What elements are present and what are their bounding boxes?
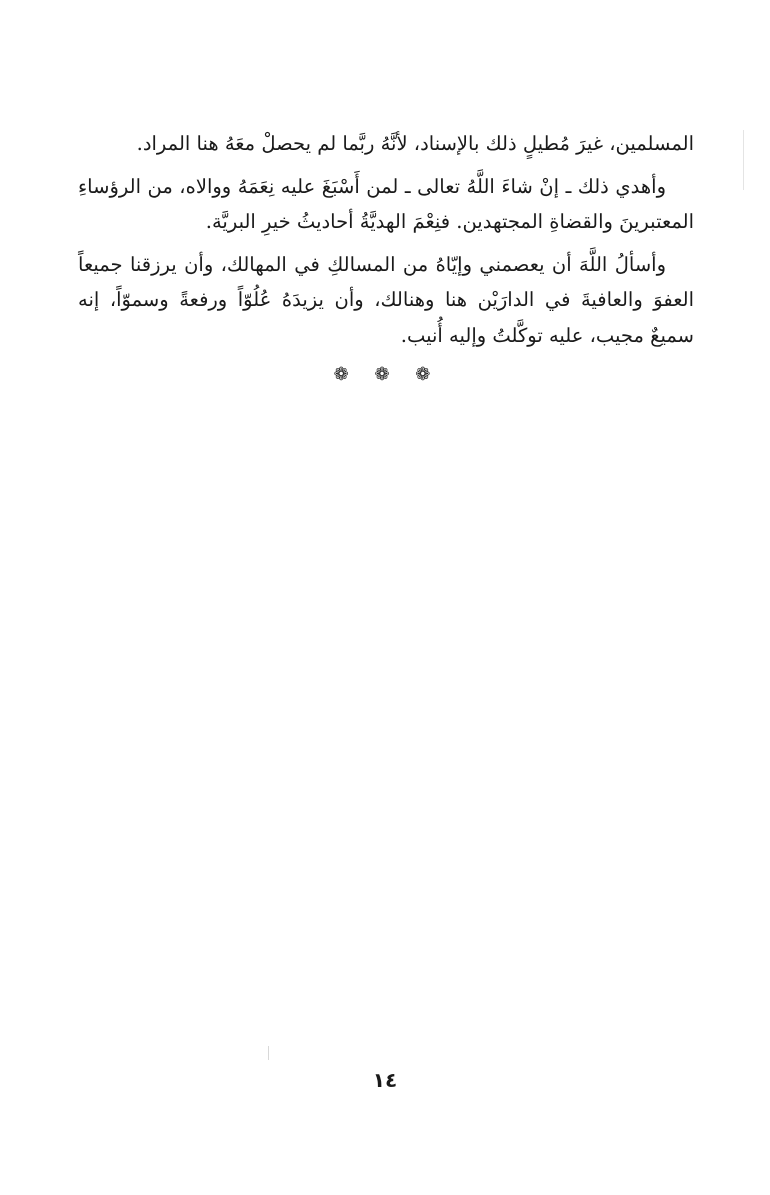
- scan-edge-mark: [743, 130, 744, 190]
- flower-ornament-icon: ❁: [415, 364, 437, 385]
- section-divider-ornaments: [0, 364, 770, 385]
- paragraph-1: المسلمين، غيرَ مُطيلٍ ذلك بالإسناد، لأنَّهُ ربَّما لم يحصلْ معَهُ هنا المراد.: [136, 132, 694, 155]
- paragraph-3: وأسألُ اللَّهَ أن يعصمني وإيّاهُ من المسالكِ في المهالك، وأن يرزقنا جميعاً العفوَ والعافيةَ في الدارَيْن هنا وهنالك، وأن يزيدَهُ عُلُوّاً ورفعةً وسموّاً، إنه سميعٌ مجيب، عليه توكَّلتُ وإليه أُنيب.: [78, 252, 694, 347]
- body-text: [78, 126, 694, 360]
- page-number: ١٤: [372, 1068, 398, 1092]
- flower-ornament-icon: ❁: [374, 364, 396, 385]
- scan-edge-mark: [268, 1046, 269, 1060]
- paragraph-2: وأهدي ذلك ـ إنْ شاءَ اللَّهُ تعالى ـ لمن أَسْبَغَ عليه نِعَمَهُ ووالاه، من الرؤساءِ المعتبرينَ والقضاةِ المجتهدين. فنِعْمَ الهديَّةُ أحاديثُ خيرِ البريَّة.: [78, 174, 694, 233]
- flower-ornament-icon: ❁: [333, 364, 355, 385]
